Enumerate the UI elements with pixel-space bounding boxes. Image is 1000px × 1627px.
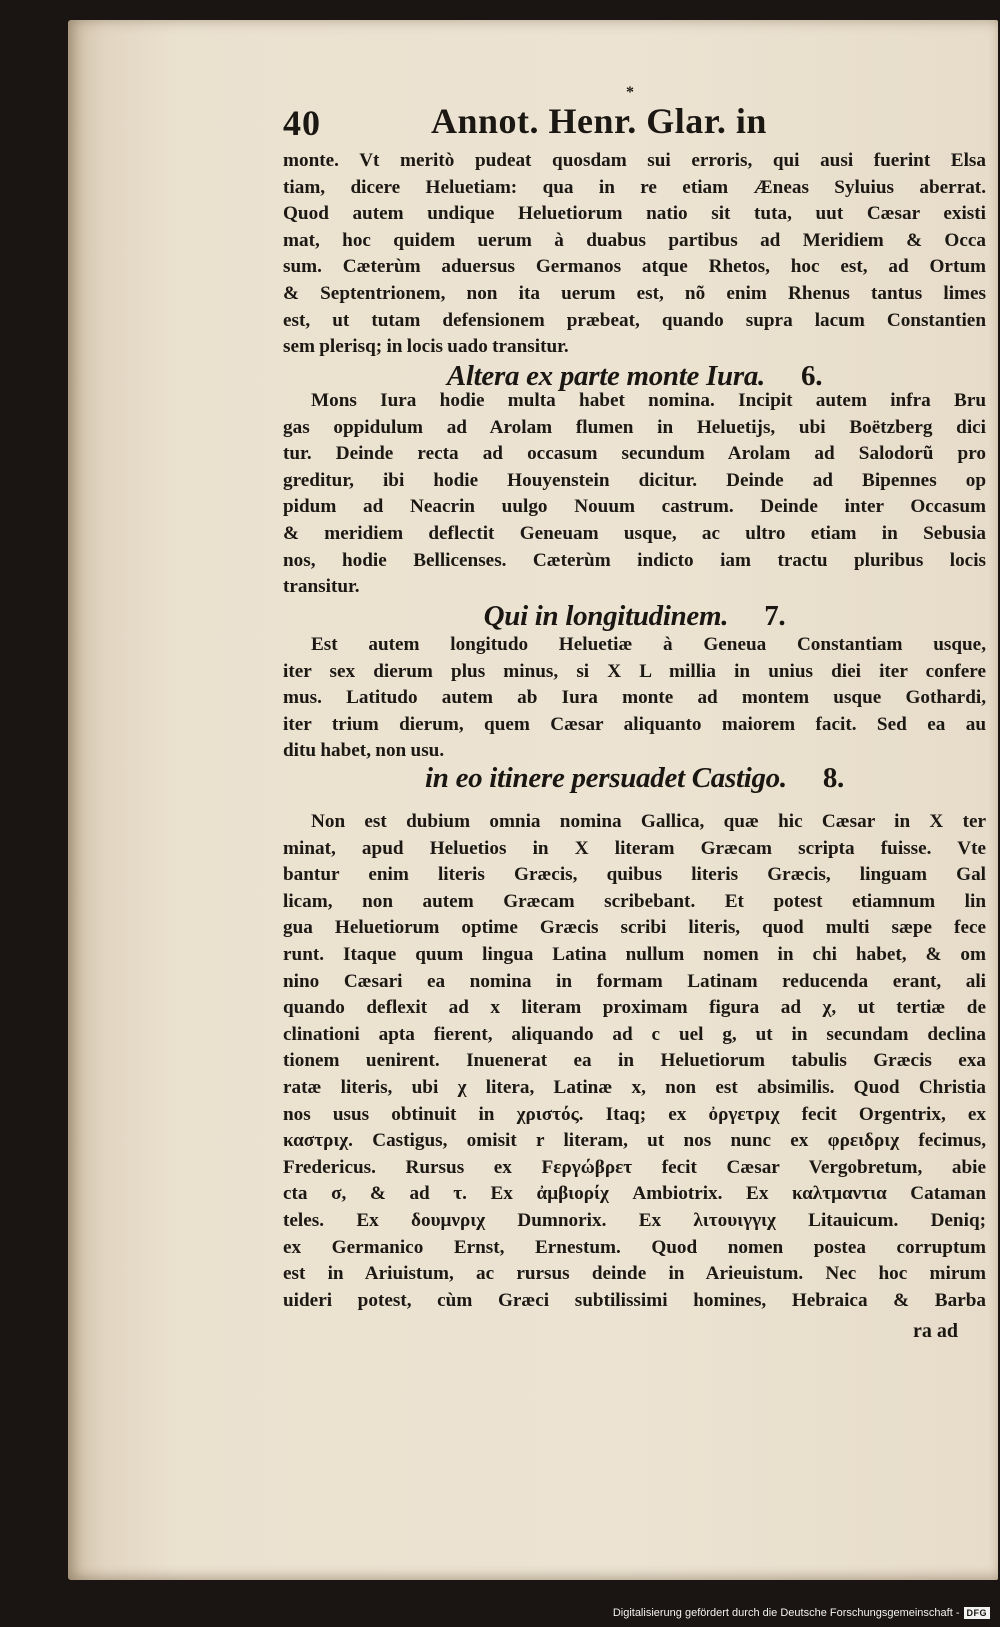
heading-number: 6. [801, 360, 823, 392]
ink-mark: * [626, 84, 634, 101]
running-head: Annot. Henr. Glar. in [431, 101, 767, 141]
text-line: nos usus obtinuit in χριστός. Itaq; ex ὀργετριχ fecit Orgentrix, ex [283, 1103, 986, 1125]
text-line: ex Germanico Ernst, Ernestum. Quod nomen postea corruptum [283, 1236, 986, 1258]
text-line: Est autem longitudo Heluetiæ à Geneua Constantiam usque, [311, 634, 986, 655]
text-line: teles. Ex δουμνριχ Dumnorix. Ex λιτουιγγιχ Litauicum. Deniq; [283, 1209, 986, 1231]
text-line: est, ut tutam defensionem præbeat, quando supra lacum Constantien [283, 309, 986, 331]
text-line: sem plerisq; in locis uado transitur. [283, 336, 569, 358]
heading-text: Qui in longitudinem. [483, 600, 729, 632]
section-heading-8 [283, 762, 986, 795]
text-line: monte. Vt meritò pudeat quosdam sui erroris, qui ausi fuerint Elsa [283, 150, 986, 171]
text-line: tur. Deinde recta ad occasum secundum Arolam ad Salodorũ pro [283, 443, 986, 465]
page-number: 40 [283, 103, 321, 143]
text-line: iter sex dierum plus minus, si X L millia in unius diei iter confere [283, 660, 986, 682]
text-line: clinationi apta fierent, aliquando ad c uel g, ut in secundam declina [283, 1023, 986, 1045]
heading-text: in eo itinere persuadet Castigo. [425, 762, 787, 794]
text-line: minat, apud Heluetios in X literam Græcam scripta fuisse. Vte [283, 837, 986, 859]
text-line: tionem uenirent. Inuenerat ea in Heluetiorum tabulis Græcis exa [283, 1050, 986, 1072]
text-line: & meridiem deflectit Geneuam usque, ac ultro etiam in Sebusia [283, 522, 986, 544]
digitization-credit [613, 1607, 990, 1619]
heading-number: 7. [764, 600, 786, 632]
text-line: nos, hodie Bellicenses. Cæterùm indicto iam tractu pluribus locis [283, 549, 986, 571]
text-line: gas oppidulum ad Arolam flumen in Heluetijs, ubi Boëtzberg dici [283, 416, 986, 438]
text-line: & Septentrionem, non ita uerum est, nõ enim Rhenus tantus limes [283, 282, 986, 304]
text-line: pidum ad Neacrin uulgo Nouum castrum. Deinde inter Occasum [283, 496, 986, 518]
credit-text: Digitalisierung gefördert durch die Deutsche Forschungsgemeinschaft - [612, 1607, 960, 1619]
paragraph-7 [283, 632, 986, 765]
text-line: mat, hoc quidem uerum à duabus partibus ad Meridiem & Occa [283, 229, 986, 251]
text-line: iter trium dierum, quem Cæsar aliquanto maiorem facit. Sed ea au [283, 713, 986, 735]
paragraph-intro [283, 148, 986, 361]
book-page [68, 20, 998, 1580]
text-line: bantur enim literis Græcis, quibus literis Græcis, linguam Gal [283, 864, 986, 886]
paragraph-8 [283, 809, 986, 1314]
paragraph-6 [283, 388, 986, 601]
text-line: ratæ literis, ubi χ litera, Latinæ x, non est absimilis. Quod Christia [283, 1076, 986, 1098]
text-line: mus. Latitudo autem ab Iura monte ad montem usque Gothardi, [283, 687, 986, 709]
text-line: runt. Itaque quum lingua Latina nullum nomen in chi habet, & om [283, 943, 986, 965]
dfg-logo: DFG [964, 1607, 991, 1619]
text-line: ditu habet, non usu. [283, 740, 445, 762]
heading-number: 8. [822, 762, 844, 794]
text-line: καστριχ. Castigus, omisit r literam, ut nos nunc ex φρειδριχ fecimus, [283, 1130, 986, 1152]
text-line: est in Ariuistum, ac rursus deinde in Arieuistum. Nec hoc mirum [283, 1263, 986, 1285]
text-line: Fredericus. Rursus ex Fεργώβρετ fecit Cæsar Vergobretum, abie [283, 1156, 986, 1178]
text-line: tiam, dicere Heluetiam: qua in re etiam Æneas Syluius aberrat. [283, 176, 986, 198]
text-line: Quod autem undique Heluetiorum natio sit tuta, uut Cæsar existi [283, 203, 986, 225]
heading-text: Altera ex parte monte Iura. [446, 360, 765, 392]
text-line: Non est dubium omnia nomina Gallica, quæ hic Cæsar in X ter [311, 811, 986, 832]
section-heading-7 [283, 600, 986, 633]
text-line: cta σ, & ad τ. Ex ἀμβιορίχ Ambiotrix. Ex καλτμαντια Cataman [283, 1183, 986, 1205]
text-line: transitur. [283, 576, 360, 598]
catchword: ra ad [913, 1320, 958, 1342]
text-line: uideri potest, cùm Græci subtilissimi homines, Hebraica & Barba [283, 1289, 986, 1311]
text-line: licam, non autem Græcam scribebant. Et potest etiamnum lin [283, 890, 986, 912]
text-line: gua Heluetiorum optime Græcis scribi literis, quod multi sæpe fece [283, 917, 986, 939]
text-line: sum. Cæterùm aduersus Germanos atque Rhetos, hoc est, ad Ortum [283, 256, 986, 278]
text-line: Mons Iura hodie multa habet nomina. Incipit autem infra Bru [311, 390, 986, 411]
text-line: quando deflexit ad x literam proximam figura ad χ, ut tertiæ de [283, 997, 986, 1019]
text-line: greditur, ibi hodie Houyenstein dicitur. Deinde ad Bipennes op [283, 469, 986, 491]
page-header [283, 84, 983, 148]
text-line: nino Cæsari ea nomina in formam Latinam reducenda erant, ali [283, 970, 986, 992]
